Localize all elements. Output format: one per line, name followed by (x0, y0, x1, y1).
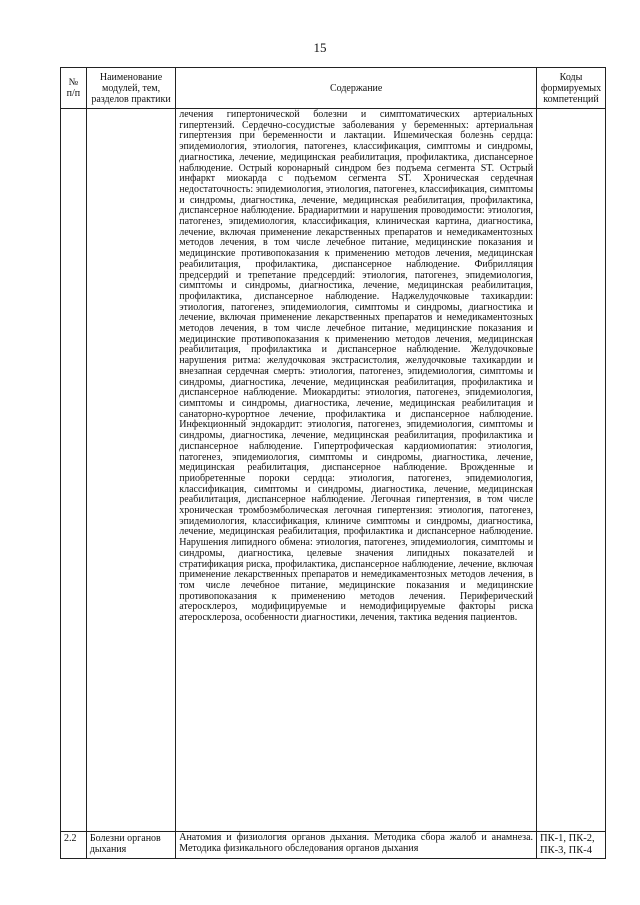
program-table (60, 67, 606, 859)
header-codes: Коды формируемых компетенций (537, 68, 606, 109)
page-number: 15 (313, 40, 327, 55)
row-num: 2.2 (61, 832, 87, 859)
row-codes: ПК-1, ПК-2, ПК-3, ПК-4 (537, 832, 606, 859)
row-num (61, 109, 87, 832)
row-codes (537, 109, 606, 832)
table-row (61, 109, 606, 832)
header-content: Содержание (176, 68, 537, 109)
table-row (61, 832, 606, 859)
row-name: Болезни органов дыхания (86, 832, 175, 859)
table-header (61, 68, 606, 109)
row-content: лечения гипертонической болезни и симптоматических артериальных гипертензий. Сердечно-сосудистые заболевания у беременных: артериальная гипертензия при беременности и лактации. Ишемическая болезнь сердца: эпидемиология, этиология, патогенез, классификация, симптомы и синдромы, диагностика, лечение, медицинская реабилитация, профилактика, диспансерное наблюдение. Острый коронарный синдром без подъема сегмента ST. Острый инфаркт миокарда с подъемом сегмента ST. Хроническая сердечная недостаточность: эпидемиология, этиология, патогенез, классификация, симптомы и синдромы, диагностика, лечение, медицинская реабилитация, профилактика, диспансерное наблюдение. Брадиаритмии и нарушения проводимости: этиология, патогенез, эпидемиология, классификация, клиническая картина, диагностика, лечение, включая применение лекарственных препаратов и немедикаментозных методов лечения, в том числе лечебное питание, медицинские показания и медицинские противопоказания к применению методов лечения, медицинская реабилитация, профилактика, диспансерное наблюдение. Фибрилляция предсердий и трепетание предсердий: этиология, патогенез, эпидемиология, симптомы и синдромы, диагностика, лечение, медицинская реабилитация, профилактика, диспансерное наблюдение. Наджелудочковые тахикардии: этиология, патогенез, эпидемиология, симптомы и синдромы, диагностика и лечение, включая применение лекарственных препаратов и немедикаментозных методов лечения, в том числе лечебное питание, медицинские показания и медицинские противопоказания к применению методов лечения, медицинская реабилитация, профилактика и диспансерное наблюдение. Желудочковые нарушения ритма: желудочковая экстрасистолия, желудочковые тахикардии и внезапная сердечная смерть: этиология, патогенез, эпидемиология, симптомы и синдромы, диагностика, лечение, медицинская реабилитация, профилактика и диспансерное наблюдение. Миокардиты: этиология, патогенез, эпидемиология, симптомы и синдромы, диагностика, лечение, медицинская реабилитация и санаторно-курортное лечение, профилактика и диспансерное наблюдение. Инфекционный эндокардит: этиология, патогенез, эпидемиология, симптомы и синдромы, диагностика, лечение, медицинская реабилитация, профилактика и диспансерное наблюдение. Гипертрофическая кардиомиопатия: этиология, патогенез, эпидемиология, симптомы и синдромы, диагностика, лечение, медицинская реабилитация, диспансерное наблюдение. Врожденные и приобретенные пороки сердца: этиология, патогенез, эпидемиология, классификация, симптомы и синдромы, диагностика, лечение, медицинская реабилитация, диспансерное наблюдение. Легочная гипертензия, в том числе хроническая тромбоэмболическая легочная гипертензия: этиология, патогенез, эпидемиология, классификация, клиниче симптомы и синдромы, диагностика, лечение, медицинская реабилитация, профилактика и диспансерное наблюдение. Нарушения липидного обмена: этиология, патогенез, эпидемиология, симптомы и синдромы, диагностика, целевые значения липидных показателей и стратификация риска, профилактика, диспансерное наблюдение, лечение, включая применение лекарственных препаратов и немедикаментозных методов лечения, в том числе лечебное питание, медицинские показания и медицинские противопоказания к применению методов лечения. Периферический атеросклероз, модифицируемые и немодифицируемые факторы риска атеросклероза, особенности диагностики, лечения, тактика ведения пациентов. (176, 109, 537, 832)
header-name: Наименование модулей, тем, разделов практики (86, 68, 175, 109)
row-content: Анатомия и физиология органов дыхания. Методика сбора жалоб и анамнеза. Методика физикального обследования органов дыхания (176, 832, 537, 859)
row-name (86, 109, 175, 832)
header-num: № п/п (61, 68, 87, 109)
